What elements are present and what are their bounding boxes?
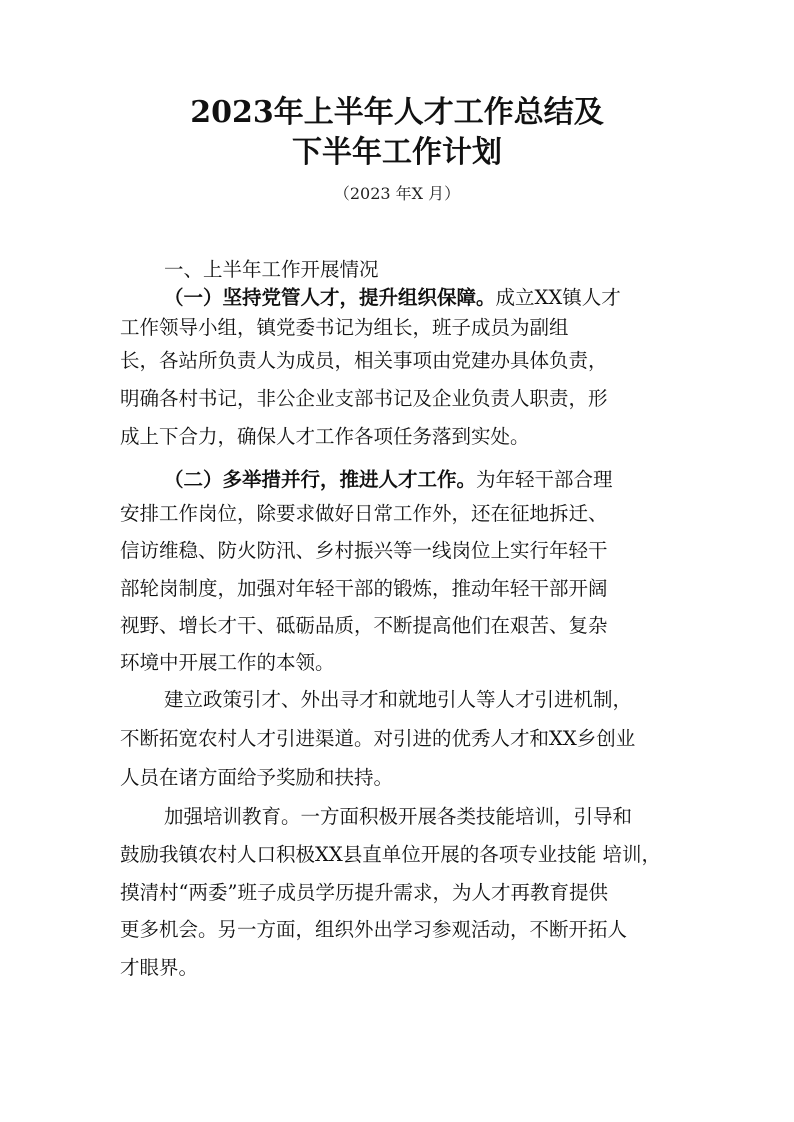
paragraph-3-line-2: 不断拓宽农村人才引进渠道。对引进的优秀人才和XX乡创业 xyxy=(120,727,636,750)
document-title-line-1: 2023年上半年人才工作总结及 xyxy=(190,95,604,130)
paragraph-4-line-1: 加强培训教育。一方面积极开展各类技能培训，引导和 xyxy=(164,805,633,828)
paragraph-2-line-3: 信访维稳、防火防汛、乡村振兴等一线岗位上实行年轻干 xyxy=(120,539,608,562)
paragraph-1-line-3: 长，各站所负责人为成员，相关事项由党建办具体负责， xyxy=(120,349,608,372)
paragraph-4-line-5: 才眼界。 xyxy=(120,956,199,979)
paragraph-2-line-6: 环境中开展工作的本领。 xyxy=(120,651,335,674)
paragraph-4-line-3: 摸清村“两委”班子成员学历提升需求，为人才再教育提供 xyxy=(120,881,608,904)
paragraph-1-line-4: 明确各村书记，非公企业支部书记及企业负责人职责，形 xyxy=(120,387,608,410)
section-heading: 一、上半年工作开展情况 xyxy=(164,258,379,281)
paragraph-2-line-5: 视野、增长才干、砥砺品质，不断提高他们在艰苦、复杂 xyxy=(120,614,608,637)
paragraph-4-line-4: 更多机会。另一方面，组织外出学习参观活动，不断开拓人 xyxy=(120,918,628,941)
paragraph-2-text: 为年轻干部合理 xyxy=(476,468,613,491)
paragraph-1-text: 成立XX镇人才 xyxy=(495,286,621,309)
paragraph-2-line-2: 安排工作岗位，除要求做好日常工作外，还在征地拆迁、 xyxy=(120,502,608,525)
paragraph-1-line-2: 工作领导小组，镇党委书记为组长，班子成员为副组 xyxy=(120,316,569,339)
paragraph-1-line-5: 成上下合力，确保人才工作各项任务落到实处。 xyxy=(120,425,530,448)
paragraph-2-bold-heading: （二）多举措并行，推进人才工作。 xyxy=(164,468,477,491)
document-title-line-2: 下半年工作计划 xyxy=(292,135,502,170)
document-date: （2023 年X 月） xyxy=(333,184,461,203)
paragraph-3-line-1: 建立政策引才、外出寻才和就地引人等人才引进机制， xyxy=(164,688,633,711)
paragraph-1-line-1 xyxy=(164,284,621,312)
paragraph-2-line-1 xyxy=(164,466,613,494)
paragraph-1-bold-heading: （一）坚持党管人才，提升组织保障。 xyxy=(164,286,496,309)
paragraph-2-line-4: 部轮岗制度，加强对年轻干部的锻炼，推动年轻干部开阔 xyxy=(120,577,608,600)
paragraph-3-line-3: 人员在诸方面给予奖励和扶持。 xyxy=(120,766,394,789)
paragraph-4-line-2: 鼓励我镇农村人口积极XX县直单位开展的各项专业技能 培训， xyxy=(120,843,661,866)
